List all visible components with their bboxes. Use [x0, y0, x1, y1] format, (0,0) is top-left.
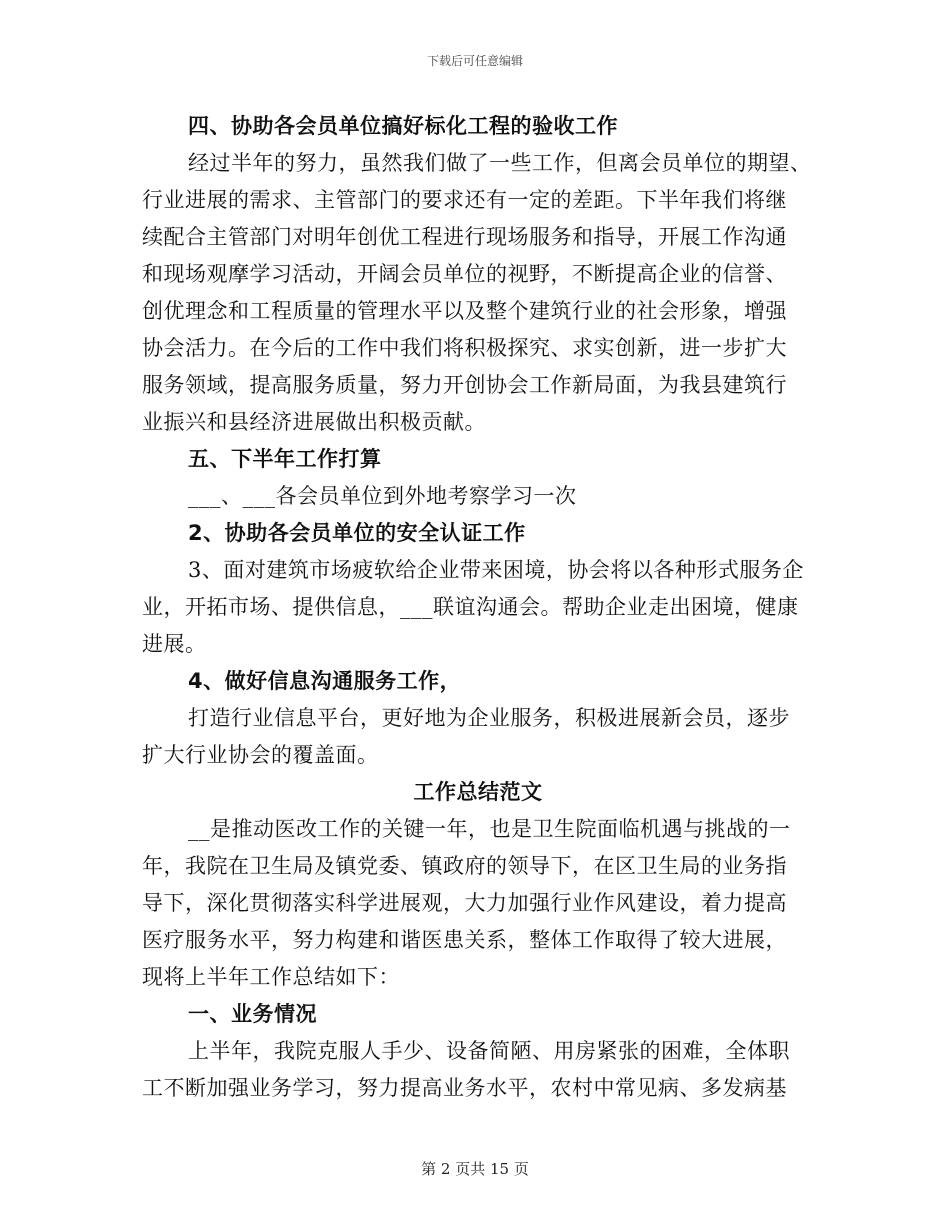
paragraph-line: 现将上半年工作总结如下：: [142, 965, 400, 989]
paragraph-line: 续配合主管部门对明年创优工程进行现场服务和指导，开展工作沟通: [142, 225, 787, 249]
paragraph-line: 导下，深化贯彻落实科学进展观，大力加强行业作风建设，着力提高: [142, 891, 787, 915]
paragraph-line: __是推动医改工作的关键一年，也是卫生院面临机遇与挑战的一: [188, 817, 791, 841]
section-heading: 2、协助各会员单位的安全认证工作: [188, 521, 526, 545]
paragraph-line: 扩大行业协会的覆盖面。: [142, 743, 379, 767]
section-heading: 一、业务情况: [188, 1002, 317, 1026]
paragraph-line: 服务领域，提高服务质量，努力开创协会工作新局面，为我县建筑行: [142, 373, 787, 397]
paragraph-line: 3、面对建筑市场疲软给企业带来困境，协会将以各种形式服务企: [188, 558, 804, 582]
page-footer: 第 2 页共 15 页: [421, 1160, 529, 1178]
paragraph-line: 创优理念和工程质量的管理水平以及整个建筑行业的社会形象，增强: [142, 299, 787, 323]
paragraph-line: 行业进展的需求、主管部门的要求还有一定的差距。下半年我们将继: [142, 188, 787, 212]
paragraph-line: 和现场观摩学习活动，开阔会员单位的视野，不断提高企业的信誉、: [142, 262, 787, 286]
paragraph-line: 医疗服务水平，努力构建和谐医患关系，整体工作取得了较大进展，: [142, 928, 787, 952]
paragraph-line: 协会活力。在今后的工作中我们将积极探究、求实创新，进一步扩大: [142, 336, 787, 360]
section-heading: 五、下半年工作打算: [188, 447, 382, 471]
paragraph-line: 业，开拓市场、提供信息，___联谊沟通会。帮助企业走出困境，健康: [142, 595, 799, 619]
section-heading: 4、做好信息沟通服务工作，: [188, 669, 462, 693]
section-heading: 工作总结范文: [413, 780, 543, 804]
paragraph-line: ___、___各会员单位到外地考察学习一次: [188, 484, 577, 508]
section-heading: 四、协助各会员单位搞好标化工程的验收工作: [188, 114, 618, 138]
paragraph-line: 工不断加强业务学习，努力提高业务水平，农村中常见病、多发病基: [142, 1076, 787, 1100]
paragraph-line: 业振兴和县经济进展做出积极贡献。: [142, 410, 486, 434]
page-header: 下载后可任意编辑: [426, 54, 523, 68]
paragraph-line: 年，我院在卫生局及镇党委、镇政府的领导下，在区卫生局的业务指: [142, 854, 787, 878]
document-body: [142, 108, 814, 1107]
paragraph-line: 打造行业信息平台，更好地为企业服务，积极进展新会员，逐步: [188, 706, 790, 730]
paragraph-line: 上半年，我院克服人手少、设备简陋、用房紧张的困难，全体职: [188, 1039, 790, 1063]
paragraph-line: 进展。: [142, 632, 207, 656]
paragraph-line: 经过半年的努力，虽然我们做了一些工作，但离会员单位的期望、: [188, 151, 812, 175]
